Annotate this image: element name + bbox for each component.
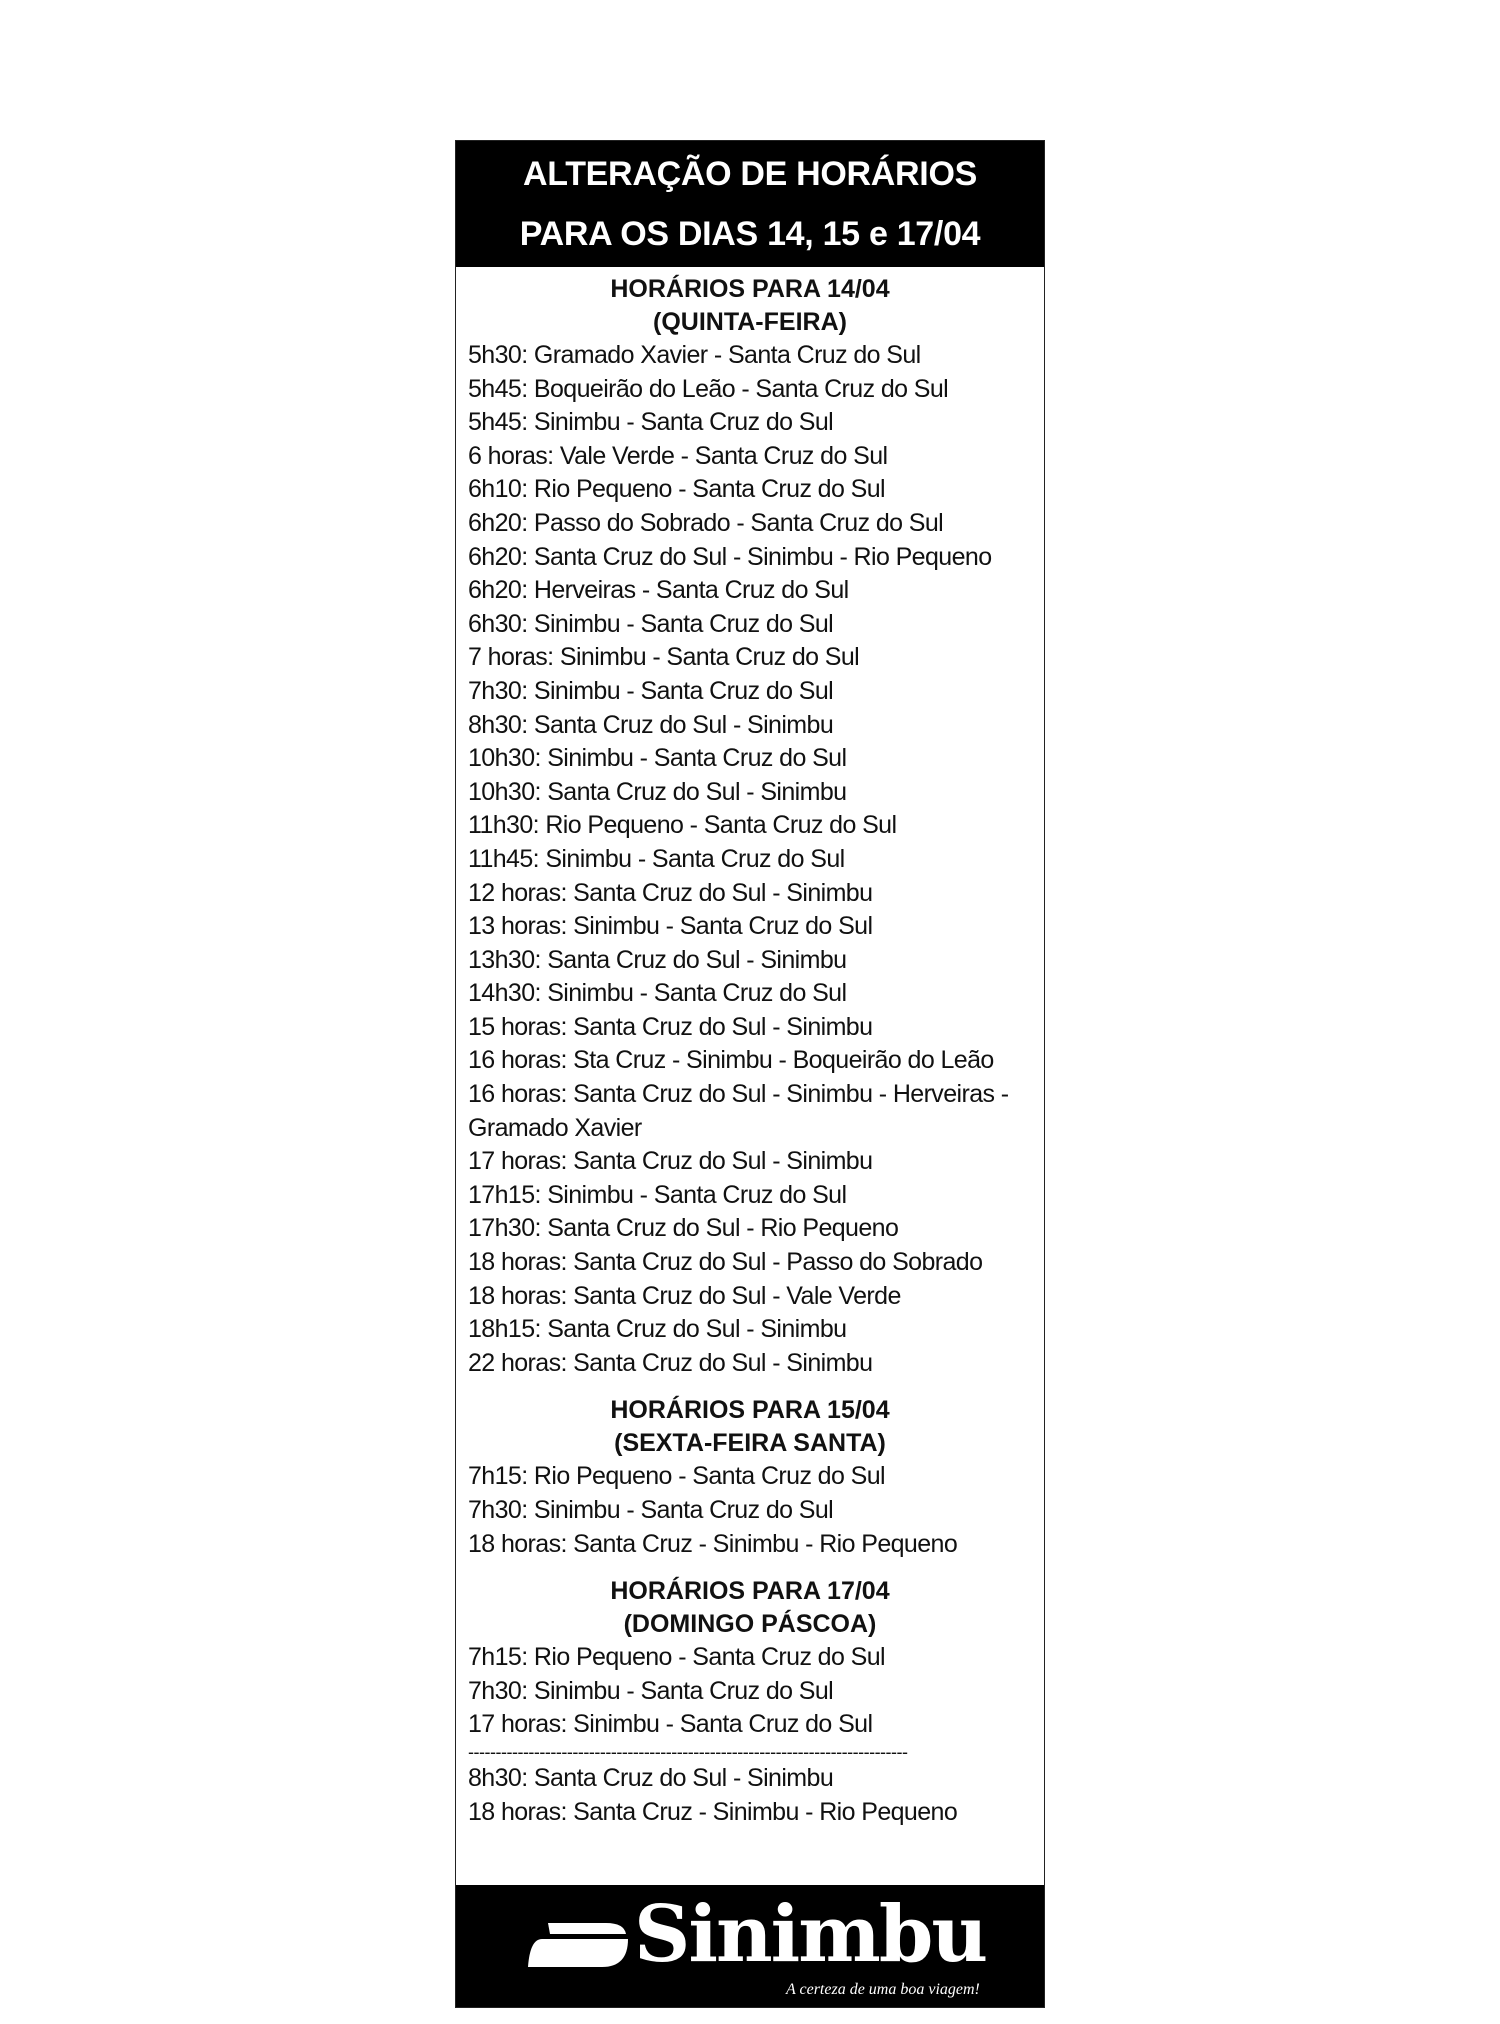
section-title: HORÁRIOS PARA 17/04 bbox=[610, 1577, 890, 1606]
schedule-item: 11h30: Rio Pequeno - Santa Cruz do Sul bbox=[468, 811, 897, 840]
schedule-item: 6h20: Herveiras - Santa Cruz do Sul bbox=[468, 576, 849, 605]
header-line-1: ALTERAÇÃO DE HORÁRIOS bbox=[523, 155, 977, 193]
schedule-item: 13 horas: Sinimbu - Santa Cruz do Sul bbox=[468, 912, 873, 941]
schedule-item: 15 horas: Santa Cruz do Sul - Sinimbu bbox=[468, 1012, 873, 1041]
schedule-item: 11h45: Sinimbu - Santa Cruz do Sul bbox=[468, 844, 845, 873]
brand-name: Sinimbu bbox=[634, 1889, 987, 1980]
schedule-item: 10h30: Sinimbu - Santa Cruz do Sul bbox=[468, 744, 847, 773]
schedule-notice bbox=[455, 140, 1045, 2008]
schedule-item: 10h30: Santa Cruz do Sul - Sinimbu bbox=[468, 777, 847, 806]
sinimbu-logo-mark-icon bbox=[528, 1923, 628, 1967]
schedule-item: 17 horas: Santa Cruz do Sul - Sinimbu bbox=[468, 1147, 873, 1176]
section-title: HORÁRIOS PARA 14/04 bbox=[610, 275, 890, 303]
schedule-item: 16 horas: Sta Cruz - Sinimbu - Boqueirão do Leão bbox=[468, 1046, 994, 1075]
schedule-section bbox=[468, 273, 1044, 1380]
schedule-section bbox=[468, 1575, 1044, 1829]
schedule-item: 5h30: Gramado Xavier - Santa Cruz do Sul bbox=[468, 341, 921, 369]
schedule-item: 7h15: Rio Pequeno - Santa Cruz do Sul bbox=[468, 1462, 885, 1491]
dashed-separator: -------------------------------------------------------------------------------- bbox=[468, 1741, 908, 1762]
schedule-item: 7 horas: Sinimbu - Santa Cruz do Sul bbox=[468, 643, 860, 672]
schedule-item: 5h45: Boqueirão do Leão - Santa Cruz do Sul bbox=[468, 374, 949, 403]
schedule-item: 14h30: Sinimbu - Santa Cruz do Sul bbox=[468, 979, 847, 1008]
schedule-item: 7h30: Sinimbu - Santa Cruz do Sul bbox=[468, 676, 834, 705]
schedule-item: 7h30: Sinimbu - Santa Cruz do Sul bbox=[468, 1496, 834, 1524]
header-line-2: PARA OS DIAS 14, 15 e 17/04 bbox=[519, 215, 981, 253]
schedule-content bbox=[456, 267, 1044, 1885]
schedule-item: 6h20: Passo do Sobrado - Santa Cruz do Sul bbox=[468, 508, 944, 537]
section-subtitle: (QUINTA-FEIRA) bbox=[653, 308, 847, 336]
section-subtitle: (SEXTA-FEIRA SANTA) bbox=[614, 1429, 886, 1458]
schedule-item: 6h20: Santa Cruz do Sul - Sinimbu - Rio Pequeno bbox=[468, 542, 992, 571]
schedule-item: 6h30: Sinimbu - Santa Cruz do Sul bbox=[468, 609, 834, 638]
schedule-item: 17 horas: Sinimbu - Santa Cruz do Sul bbox=[468, 1710, 873, 1739]
schedule-item: 18 horas: Santa Cruz - Sinimbu - Rio Pequeno bbox=[468, 1797, 958, 1826]
schedule-item: 13h30: Santa Cruz do Sul - Sinimbu bbox=[468, 945, 847, 974]
schedule-item: 17h30: Santa Cruz do Sul - Rio Pequeno bbox=[468, 1214, 899, 1243]
footer-logo bbox=[456, 1885, 1044, 2007]
section-subtitle: (DOMINGO PÁSCOA) bbox=[623, 1610, 877, 1639]
schedule-item: 12 horas: Santa Cruz do Sul - Sinimbu bbox=[468, 878, 873, 907]
schedule-item: 18h15: Santa Cruz do Sul - Sinimbu bbox=[468, 1315, 847, 1344]
notice-header bbox=[456, 141, 1044, 267]
schedule-item: 6h10: Rio Pequeno - Santa Cruz do Sul bbox=[468, 475, 885, 504]
brand-tagline: A certeza de uma boa viagem! bbox=[786, 1981, 980, 1998]
schedule-item: 7h15: Rio Pequeno - Santa Cruz do Sul bbox=[468, 1643, 885, 1672]
section-title: HORÁRIOS PARA 15/04 bbox=[610, 1396, 890, 1425]
schedule-item: 22 horas: Santa Cruz do Sul - Sinimbu bbox=[468, 1348, 873, 1377]
schedule-item: 18 horas: Santa Cruz do Sul - Passo do Sobrado bbox=[468, 1248, 983, 1277]
schedule-item: 18 horas: Santa Cruz - Sinimbu - Rio Pequeno bbox=[468, 1529, 958, 1558]
schedule-item: 8h30: Santa Cruz do Sul - Sinimbu bbox=[468, 1763, 834, 1792]
schedule-item: 17h15: Sinimbu - Santa Cruz do Sul bbox=[468, 1180, 847, 1209]
schedule-item: 8h30: Santa Cruz do Sul - Sinimbu bbox=[468, 710, 834, 739]
schedule-item: 7h30: Sinimbu - Santa Cruz do Sul bbox=[468, 1676, 834, 1705]
schedule-item: 5h45: Sinimbu - Santa Cruz do Sul bbox=[468, 408, 834, 437]
schedule-item: 16 horas: Santa Cruz do Sul - Sinimbu - Herveiras - Gramado Xavier bbox=[468, 1080, 1009, 1142]
schedule-section bbox=[468, 1394, 1044, 1561]
schedule-item: 18 horas: Santa Cruz do Sul - Vale Verde bbox=[468, 1281, 901, 1310]
schedule-item: 6 horas: Vale Verde - Santa Cruz do Sul bbox=[468, 441, 888, 470]
